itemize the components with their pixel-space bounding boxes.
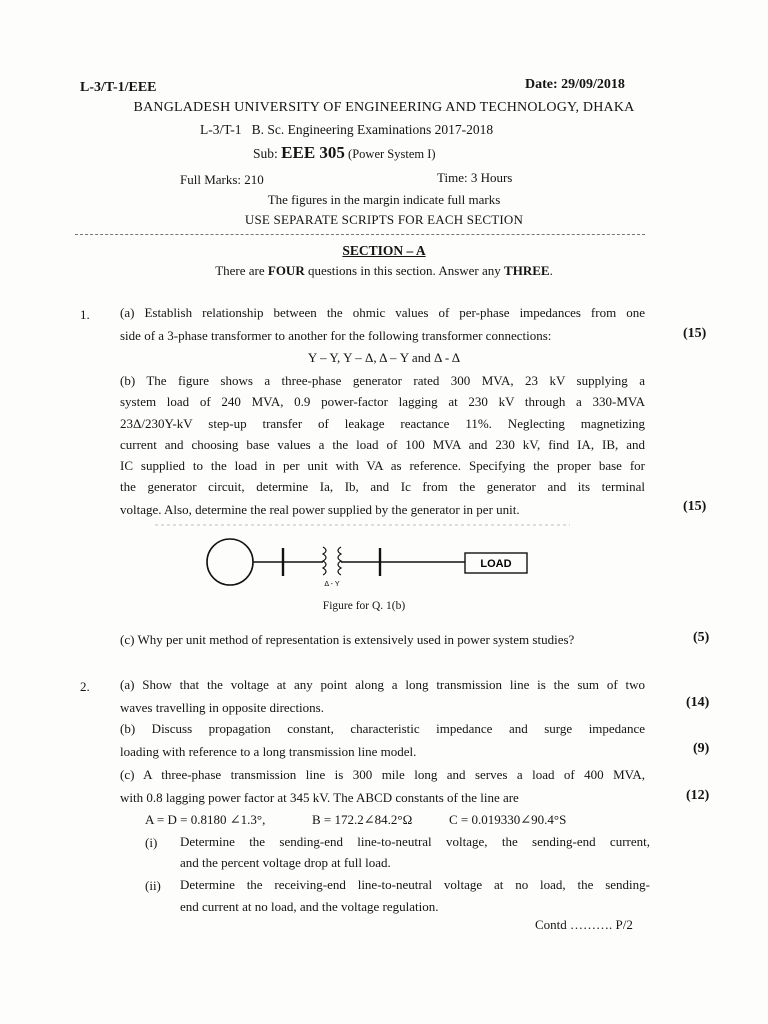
q2c-line-2: with 0.8 lagging power factor at 345 kV. The ABCD constants of the line are <box>120 790 519 805</box>
q2a-line-1: (a) Show that the voltage at any point along a long transmission line is the sum of two <box>120 677 645 692</box>
instr-three: THREE <box>504 263 550 278</box>
course-code: L-3/T-1/EEE <box>80 80 157 95</box>
q1a-line-1: (a) Establish relationship between the ohmic values of per-phase impedances from one <box>120 305 645 320</box>
q2b-line-2: loading with reference to a long transmission line model. <box>120 744 417 759</box>
subject-name: (Power System I) <box>344 147 436 161</box>
q1b-line-1: (b) The figure shows a three-phase generator rated 300 MVA, 23 kV supplying a <box>120 373 645 388</box>
instr-text-2: questions in this section. Answer any <box>304 263 505 278</box>
q1b-line-7: voltage. Also, determine the real power supplied by the generator in per unit. <box>120 502 520 517</box>
subject-prefix: Sub: <box>253 146 282 161</box>
section-title: SECTION – A <box>342 243 426 258</box>
q2a-marks: (14) <box>686 695 710 710</box>
question-number-1: 1. <box>80 307 90 322</box>
continued-note: Contd ………. P/2 <box>535 917 633 932</box>
separate-scripts-note: USE SEPARATE SCRIPTS FOR EACH SECTION <box>244 212 524 227</box>
subject-line <box>253 143 436 163</box>
instr-text-3: . <box>549 263 553 278</box>
instr-text-1: There are <box>215 263 268 278</box>
abcd-c: C = 0.019330∠90.4°S <box>449 812 567 827</box>
instr-four: FOUR <box>267 263 305 278</box>
q1a-line-2: side of a 3-phase transformer to another for the following transformer connections: <box>120 328 552 343</box>
one-line-diagram-svg <box>155 523 575 598</box>
abcd-a-d: A = D = 0.8180 ∠1.3°, <box>145 812 266 827</box>
margin-note: The figures in the margin indicate full marks <box>267 192 501 207</box>
divider <box>75 234 645 235</box>
figure-caption: Figure for Q. 1(b) <box>322 600 406 612</box>
q2c-part-ii-line-2: end current at no load, and the voltage regulation. <box>180 899 439 914</box>
q2b-marks: (9) <box>693 741 710 756</box>
abcd-b: B = 172.2∠84.2°Ω <box>312 812 413 827</box>
full-marks: Full Marks: 210 <box>180 172 264 187</box>
q1b-line-6: the generator circuit, determine Ia, Ib, and Ic from the generator and its terminal <box>120 479 645 494</box>
q1a-marks: (15) <box>683 326 707 341</box>
q2c-marks: (12) <box>686 788 710 803</box>
q1b-line-5: IC supplied to the load in per unit with VA as reference. Specifying the proper base for <box>120 458 645 473</box>
q1b-line-2: system load of 240 MVA, 0.9 power-factor lagging at 230 kV through a 330-MVA <box>120 394 645 409</box>
university-name: BANGLADESH UNIVERSITY OF ENGINEERING AND TECHNOLOGY, DHAKA <box>133 100 635 115</box>
exam-title: L-3/T-1 B. Sc. Engineering Examinations 2017-2018 <box>200 122 494 137</box>
exam-time: Time: 3 Hours <box>437 170 513 185</box>
transformer-symbol <box>323 547 341 575</box>
question-number-2: 2. <box>80 679 90 694</box>
q1b-line-3: 23Δ/230Y-kV step-up transfer of leakage reactance 11%. Neglecting magnetizing <box>120 416 645 431</box>
q2a-line-2: waves travelling in opposite directions. <box>120 700 324 715</box>
generator-symbol <box>207 539 253 585</box>
q2c-part-ii-line-1: Determine the receiving-end line-to-neutral voltage at no load, the sending- <box>180 877 650 892</box>
q2c-part-i-number: (i) <box>145 835 158 850</box>
q2c-part-i-line-1: Determine the sending-end line-to-neutral voltage, the sending-end current, <box>180 834 650 849</box>
q1a-connections: Y – Y, Y – Δ, Δ – Y and Δ - Δ <box>307 350 461 365</box>
q1b-line-4: current and choosing base values a the load of 100 MVA and 230 kV, find IA, IB, and <box>120 437 645 452</box>
circuit-diagram <box>155 523 575 602</box>
q1b-marks: (15) <box>683 499 707 514</box>
transformer-label: Δ - Y <box>324 581 340 588</box>
q1c-line-1: (c) Why per unit method of representation is extensively used in power system studies? <box>120 632 575 647</box>
exam-date: Date: 29/09/2018 <box>525 77 625 92</box>
section-instructions <box>0 263 768 279</box>
q2c-line-1: (c) A three-phase transmission line is 300 mile long and serves a load of 400 MVA, <box>120 767 645 782</box>
q2b-line-1: (b) Discuss propagation constant, characteristic impedance and surge impedance <box>120 721 645 736</box>
q2c-part-i-line-2: and the percent voltage drop at full load. <box>180 855 391 870</box>
load-label: LOAD <box>480 558 512 570</box>
subject-code: EEE 305 <box>281 143 345 162</box>
q1c-marks: (5) <box>693 630 710 645</box>
q2c-part-ii-number: (ii) <box>145 878 161 893</box>
